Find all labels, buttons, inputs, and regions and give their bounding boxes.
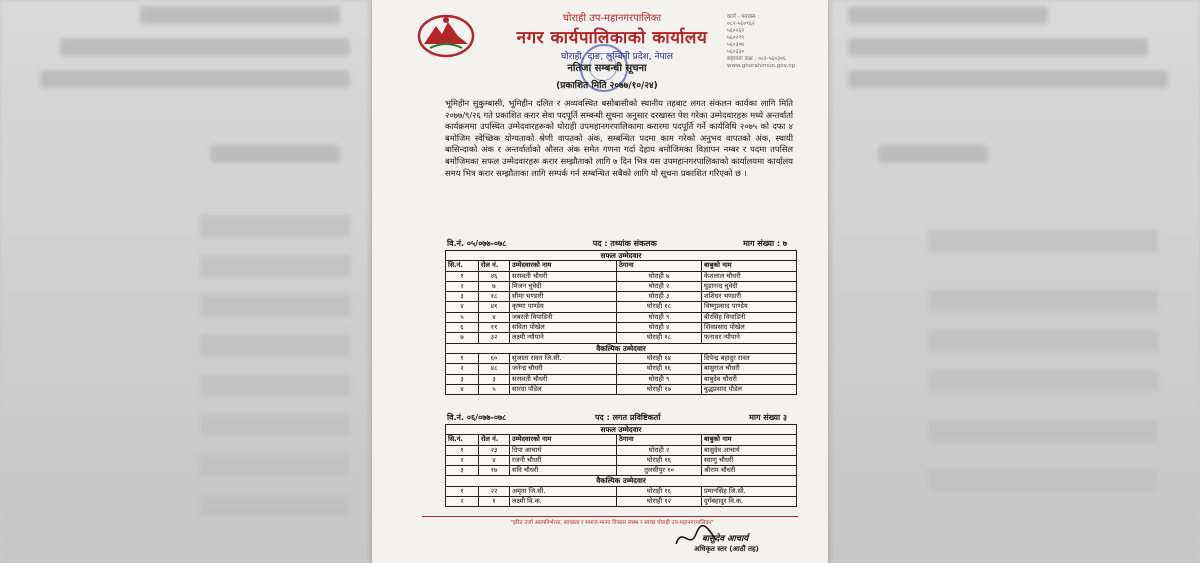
table-row — [446, 333, 797, 343]
table-cell: बुद्धप्रसाद पौडेल — [702, 384, 797, 394]
table-cell: ३ — [479, 374, 510, 384]
table-cell: २ — [446, 497, 479, 507]
table-row — [446, 384, 797, 394]
table-cell: १ — [446, 445, 479, 455]
table-cell: विष्णुप्रसाद पाण्डेय — [702, 302, 797, 312]
table-cell: घुडानन्द चुवेदी — [702, 281, 797, 291]
table-header-row — [446, 435, 797, 445]
footer-divider — [422, 516, 798, 517]
table-cell: २ — [446, 455, 479, 465]
table-cell: ६० — [479, 353, 510, 363]
table-row — [446, 486, 797, 496]
table-cell: जनेन्द्र चौधरी — [510, 364, 617, 374]
notice-document — [372, 0, 828, 563]
contact-line: ५६०३०७ — [727, 42, 745, 48]
alternate-section-heading-label: वैकल्पिक उम्मेदवार — [446, 476, 797, 486]
table-cell: बासुदेव आचार्य — [702, 445, 797, 455]
contact-line: ५६०२९९ — [727, 35, 745, 41]
table-cell: ३ — [446, 292, 479, 302]
contact-line: www.ghorahimun.gov.np — [727, 63, 796, 69]
table-cell: शिवप्रसाद पोखेल — [702, 323, 797, 333]
notice-body: भूमिहीन सुकुम्बासी, भूमिहीन दलित र अव्यवस्थित बसोबासीको स्थानीय तहबाट लगत संकलन कार्यका लागि मिति २०७७/९/२६ गते प्रकाशित करार सेवा पदपूर्ति सम्बन्धी सूचना अनुसार दरखास्त पेश गरेका उम्मेदवारहरू मध्ये अन्तर्वार्ता कार्यक्रममा उपस्थित उम्मेदवारहरूको घोराही उपमहानगरपालिकामा करारमा पदपूर्ति गर्ने कार्यविधि २०७५ को दफा ४ बमोजिम स्वेच्छिक योग्यताको श्रेणी वापतको अंक, सम्बन्धित पदमा काम गरेको अनुभव वापतको अंक, स्थायी बासिन्दाको अंक र अन्तर्वार्ताको औसत अंक समेत गणना गर्दा देहाय बमोजिमका विज्ञापन नम्बर र पदमा तपसिल बमोजिमका सफल उम्मेदवारहरू करार सम्झौताको लागि ७ दिन भित्र यस उपमहानगरपालिकाको कार्यालयमा कार्यालय समय भित्र करार सम्झौताका लागि सम्पर्क गर्न सम्बन्धित सबैको लागि यो सूचना प्रकाशित गरिएको छ । — [445, 98, 793, 178]
table-cell: ४ — [446, 384, 479, 394]
table-cell: ३ — [446, 466, 479, 476]
table-row — [446, 323, 797, 333]
table1-heading — [447, 238, 787, 249]
table-cell: बाबुदेव चौधरी — [702, 374, 797, 384]
column-header: सि.नं. — [446, 435, 479, 445]
table-cell: केशलाल चौधरी — [702, 271, 797, 281]
table2-post: पद : लगत प्रविष्टिकर्ता — [595, 413, 661, 422]
table-cell: ४८ — [479, 364, 510, 374]
table-cell: सरस्वती चौधरी — [510, 271, 617, 281]
table-cell: घोराही १८ — [617, 302, 702, 312]
column-header: रोल नं. — [479, 435, 510, 445]
table-row — [446, 364, 797, 374]
contact-block — [727, 14, 817, 70]
table-cell: ११ — [479, 323, 510, 333]
table-cell: ३२ — [479, 333, 510, 343]
column-header: बाबुको नाम — [702, 435, 797, 445]
table-cell: ४ — [479, 312, 510, 322]
table-cell: बीरसिंह विपाडिनी — [702, 312, 797, 322]
alternate-section-heading — [446, 476, 797, 486]
table-cell: ४ — [446, 302, 479, 312]
table-cell: जबरती विपाडिनी — [510, 312, 617, 322]
table-cell: घोराही १२ — [617, 497, 702, 507]
publish-date: (प्रकाशित मिति २०७७/१०/२४) — [556, 81, 658, 91]
table-cell: २२ — [479, 486, 510, 496]
table-cell: कृष्णा पाण्डेय — [510, 302, 617, 312]
table-cell: घोराही १४ — [617, 353, 702, 363]
column-header: ठेगाना — [617, 435, 702, 445]
column-header: रोल नं. — [479, 261, 510, 271]
table-cell: २३ — [479, 445, 510, 455]
blurred-background-left — [0, 0, 372, 563]
table-cell: सुजाता रावत जि.सी. — [510, 353, 617, 363]
org-subtitle: घोराही उप-महानगरपालिका — [562, 13, 662, 24]
table-cell: घोराही ९ — [617, 312, 702, 322]
table-cell: दिपा आचार्य — [510, 445, 617, 455]
column-header: सि.नं. — [446, 261, 479, 271]
table-row — [446, 312, 797, 322]
contact-line: ०८२-५६०९६२ — [727, 21, 755, 27]
table-cell: ४ — [479, 455, 510, 465]
table-cell: १७ — [479, 466, 510, 476]
table-cell: १ — [446, 486, 479, 496]
table-row — [446, 445, 797, 455]
success-section-heading-label: सफल उम्मेदवार — [446, 251, 797, 261]
table-cell: सविता पोखेल — [510, 323, 617, 333]
table-cell: २ — [446, 364, 479, 374]
table-cell: १ — [446, 271, 479, 281]
table2 — [445, 424, 797, 507]
signer-name: बासुदेव आचार्य — [702, 534, 749, 544]
table-cell: घोराही ९ — [617, 374, 702, 384]
table1 — [445, 250, 797, 395]
table-cell: ७ — [446, 333, 479, 343]
table-cell: दिपेन्द्र बहादुर रावत — [702, 353, 797, 363]
table-cell: घोराही २ — [617, 445, 702, 455]
table-cell: ३ — [446, 374, 479, 384]
table1-adv-no: वि.नं. ०५/०७७-०७८ — [447, 239, 507, 248]
table-row — [446, 302, 797, 312]
table-cell: १८ — [479, 292, 510, 302]
table-cell: घोराही ३ — [617, 292, 702, 302]
org-address: घोराही, दाङ, लुम्बिनी प्रदेश, नेपाल — [560, 52, 674, 62]
table-cell: प्रमानसिंह जि.सी. — [702, 486, 797, 496]
table-cell: घोराही ४ — [617, 323, 702, 333]
table-cell: फनाधर न्यौपाने — [702, 333, 797, 343]
table2-demand: माग संख्या ३ — [749, 413, 787, 422]
alternate-section-heading-label: वैकल्पिक उम्मेदवार — [446, 343, 797, 353]
table-row — [446, 271, 797, 281]
table1-demand: माग संख्या : ७ — [743, 239, 787, 248]
table-row — [446, 281, 797, 291]
table-cell: घोराही २ — [617, 281, 702, 291]
column-header: ठेगाना — [617, 261, 702, 271]
contact-line: सहायता कक्ष : ०८२-५६०३०६ — [727, 56, 786, 62]
table-cell: ५ — [479, 384, 510, 394]
table-cell: १ — [479, 497, 510, 507]
table-header-row — [446, 261, 797, 271]
table-cell: २ — [446, 281, 479, 291]
table-cell: घोराही १६ — [617, 364, 702, 374]
contact-line: ५६०२६२ — [727, 28, 745, 34]
contact-line: कार्य - फ्याक्स : — [727, 14, 760, 20]
table-cell: घोराही १८ — [617, 333, 702, 343]
table-cell: सवि चौधरी — [510, 466, 617, 476]
table-row — [446, 455, 797, 465]
table-cell: श्रीराम चौधरी — [702, 466, 797, 476]
table-cell: मिजन चुवेदी — [510, 281, 617, 291]
table-cell: बासुराज चौधरी — [702, 364, 797, 374]
table-cell: ४१ — [479, 302, 510, 312]
table-row — [446, 353, 797, 363]
footer-slogan: "हरित उर्जा आत्मनिर्भरता, स्वच्छता र समाज-मानव विकास स्वस्थ र स्वच्छ घोराही उप-महानगरपालिका" — [510, 520, 714, 526]
signer-title: अधिकृत स्तर (आठौं तह) — [694, 545, 759, 553]
table-row — [446, 466, 797, 476]
table-cell: स्याणु चौधरी — [702, 455, 797, 465]
table2-adv-no: वि.नं. ०६/०७७-०७८ — [447, 413, 507, 422]
table-cell: लक्ष्मी वि.क. — [510, 497, 617, 507]
table-cell: ५ — [446, 312, 479, 322]
table-cell: ६ — [446, 323, 479, 333]
table-cell: घोराही ७ — [617, 271, 702, 281]
alternate-section-heading — [446, 343, 797, 353]
success-section-heading — [446, 251, 797, 261]
table-row — [446, 374, 797, 384]
table-cell: ४६ — [479, 271, 510, 281]
column-header: उम्मेदवारको नाम — [510, 261, 617, 271]
table-cell: ७ — [479, 281, 510, 291]
column-header: बाबुको नाम — [702, 261, 797, 271]
municipality-emblem-icon — [416, 12, 476, 58]
contact-line: ५६०३३० — [727, 49, 745, 55]
table-cell: सरस्वती चौधरी — [510, 374, 617, 384]
table-cell: अमृता जि.सी. — [510, 486, 617, 496]
table-row — [446, 497, 797, 507]
table-row — [446, 292, 797, 302]
table-cell: घोराही १७ — [617, 384, 702, 394]
table-cell: घोराही १६ — [617, 455, 702, 465]
table1-post: पद : तथ्यांक संकलक — [592, 239, 657, 248]
table-cell: १ — [446, 353, 479, 363]
table-cell: लक्ष्मी न्यौपाने — [510, 333, 617, 343]
org-title: नगर कार्यपालिकाको कार्यालय — [516, 28, 708, 48]
blurred-background-right — [828, 0, 1200, 563]
table-cell: घोराही १६ — [617, 486, 702, 496]
success-section-heading — [446, 425, 797, 435]
table-cell: सारदा पौडेल — [510, 384, 617, 394]
table-cell: रजनी चौधरी — [510, 455, 617, 465]
column-header: उम्मेदवारको नाम — [510, 435, 617, 445]
table-cell: दुर्गबहादुर वि.क. — [702, 497, 797, 507]
table2-heading — [447, 412, 787, 423]
notice-title: नतिजा सम्बन्धी सूचना — [567, 63, 647, 74]
table-cell: शशिधर भण्डारी — [702, 292, 797, 302]
table-cell: सीमा भण्डारी — [510, 292, 617, 302]
table-cell: तुलसीपुर १० — [617, 466, 702, 476]
success-section-heading-label: सफल उम्मेदवार — [446, 425, 797, 435]
